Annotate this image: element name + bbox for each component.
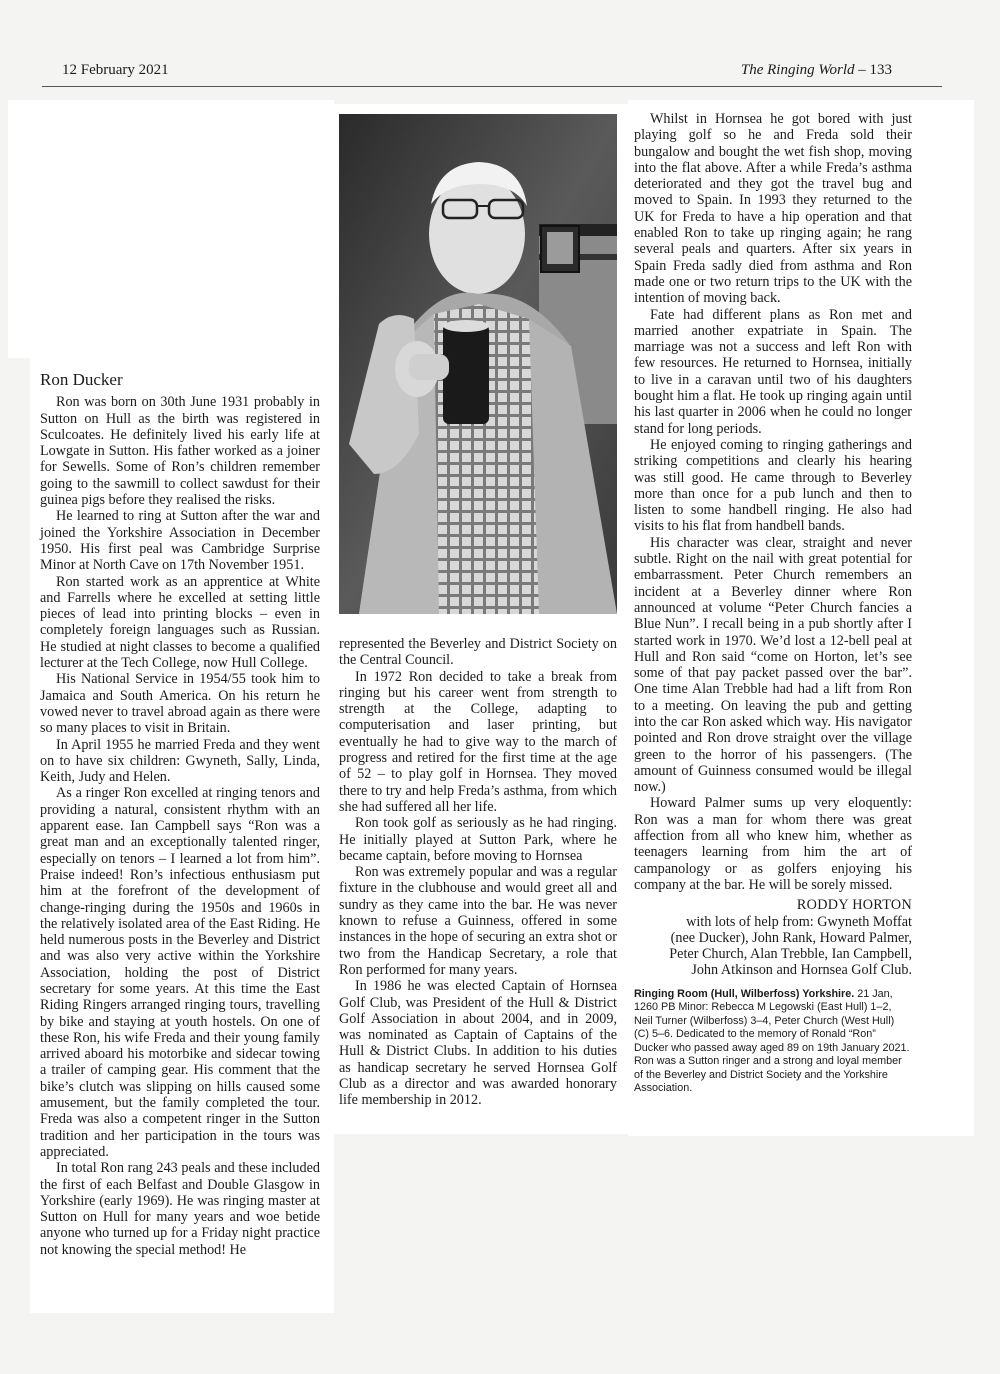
article-paragraph: Howard Palmer sums up very eloquently: Ron was a man for whom there was great affection from all who knew him, whether as teenagers learning from him the art of campanology or as golfers enjoying his company at the bar. He will be sorely missed. (634, 795, 912, 893)
peal-notice (634, 988, 912, 1096)
article-paragraph: In total Ron rang 243 peals and these included the first of each Belfast and Double Glasgow in Yorkshire (early 1969). He was ringing master at Sutton on Hull for many years and woe betide anyone who turned up for a Friday night practice not knowing the special method! He (40, 1160, 320, 1258)
article-title: Ron Ducker (40, 370, 123, 389)
header-rule (42, 86, 942, 87)
article-paragraph: In April 1955 he married Freda and they went on to have six children: Gwyneth, Sally, Linda, Keith, Judy and Helen. (40, 736, 320, 786)
article-paragraph: As a ringer Ron excelled at ringing tenors and providing a natural, consistent rhythm with an apparent ease. Ian Campbell says “Ron was a great man and an exceptionally talented ringer, especially on tenors – I learned a lot from him”. Praise indeed! Ron’s infectious enthusiasm put him at the forefront of the development of change-ringing during the 1950s and 1960s in the relatively isolated area of the East Riding. He held numerous posts in the Beverley and District and was also very active within the Yorkshire Association, holding the post of District secretary for some years. At this time the East Riding Ringers arranged ringing tours, travelling by bike and staying at youth hostels. On one of these Ron, his wife Freda and their young family arrived aboard his motorbike and sidecar towing a trailer of camping gear. His comment that the bike’s clutch was slipping on hills caused some amusement, but the family completed the tour. Freda was also a competent ringer in the Sutton tradition and her participation in the tours was appreciated. (40, 785, 320, 1160)
author-byline: RODDY HORTON (796, 897, 912, 914)
article-paragraph: He enjoyed coming to ringing gatherings and striking competitions and clearly his hearing was still good. He came through to Beverley more than once for a pub lunch and then to listen to some handbell ringing. He also had visits to his flat from handbell bands. (634, 436, 912, 535)
issue-date: 12 February 2021 (62, 62, 169, 78)
article-column-1 (40, 372, 320, 1258)
article-paragraph: Ron was born on 30th June 1931 probably in Sutton on Hull as the birth was registered in Sculcoates. He definitely lived his early life at Lowgate in Sutton. His father worked as a joiner for Sewells. Some of Ron’s children remember going to the sawmill to collect sawdust for their guinea pigs before they realised the risks. (40, 394, 320, 509)
publication-page (741, 62, 892, 79)
article-paragraph: He learned to ring at Sutton after the war and joined the Yorkshire Association in December 1950. His first peal was Cambridge Surprise Minor at North Cave on 17th November 1951. (40, 508, 320, 574)
page-number: – 133 (854, 62, 892, 78)
article-paragraph: Ron was extremely popular and was a regular fixture in the clubhouse and would greet all and sundry as they came into the bar. He was never known to refuse a Guinness, offered in some instances in the hope of securing an extra shot or two from the Handicap Secretary, a role that Ron performed for many years. (339, 864, 617, 978)
article-paragraph: In 1972 Ron decided to take a break from ringing but his career went from strength to strength at the College, adapting to computerisation and laser printing, but eventually he had to give way to the march of progress and retired for the first time at the age of 52 – to play golf in Hornsea. They moved there to try and help Freda’s asthma, from which she had suffered all her life. (339, 668, 617, 815)
article-paragraph: Ron started work as an apprentice at White and Farrells where he excelled at setting little pieces of lead into printing blocks – even in completely foreign languages such as Russian. He studied at night classes to become a qualified lecturer at the Tech College, now Hull College. (40, 573, 320, 672)
article-paragraph: represented the Beverley and District Society on the Central Council. (339, 636, 617, 669)
clipping-col1-top (8, 100, 334, 358)
acknowledgement-line: John Atkinson and Hornsea Golf Club. (691, 962, 912, 979)
page-header (0, 62, 1000, 86)
notice-body: 21 Jan, 1260 PB Minor: Rebecca M Legowski (East Hull) 1–2, Neil Turner (Wilberfoss) 3–4, Peter Church (West Hull) (C) 5–6. Dedicated to the memory of Ronald “Ron” Ducker who passed away aged 89 on 19th January 2021. Ron was a Sutton ringer and a strong and loyal member of the Beverley and District Society and the Yorkshire Association. (634, 987, 910, 1095)
article-paragraph: In 1986 he was elected Captain of Hornsea Golf Club, was President of the Hull & District Golf Association in about 2004, and in 2009, was nominated as Captain of Captains of the Hull & District Clubs. In addition to his duties as handicap secretary he served Hornsea Golf Club as a director and was awarded honorary life membership in 2012. (339, 978, 617, 1109)
acknowledgement-line: Peter Church, Alan Trebble, Ian Campbell, (669, 946, 912, 963)
portrait-illustration (339, 114, 617, 614)
article-column-2 (339, 636, 617, 1109)
acknowledgement-line: (nee Ducker), John Rank, Howard Palmer, (670, 929, 912, 946)
acknowledgement-line: with lots of help from: Gwyneth Moffat (686, 913, 912, 930)
article-paragraph: Fate had different plans as Ron met and married another expatriate in Spain. The marriage was not a success and left Ron with few resources. He returned to Hornsea, initially to live in a caravan until two of his daughters bought him a flat. He took up ringing again until his last quarter in 2006 when he could no longer stand for long periods. (634, 306, 912, 437)
article-paragraph: His character was clear, straight and never subtle. Right on the nail with great potential for embarrassment. Peter Church remembers an incident at a Beverley dinner where Ron announced at volume “Peter Church fancies a Blue Nun”. I recall being in a pub shortly after I started work in 1970. We’d lost a 12-bell peal at Hull and Ron said “come on Horton, let’s see some of that pay packet passed over the bar”. One time Alan Trebble had had a lift from Ron to a meeting. On leaving the pub and getting into the car Ron asked which way. His navigator pointed and Ron drove straight over the village green to the horror of his passengers. (The amount of Guinness consumed would be illegal now.) (634, 534, 912, 796)
portrait-photo (339, 114, 617, 614)
notice-heading: Ringing Room (Hull, Wilberfoss) Yorkshire. (634, 987, 855, 1000)
article-paragraph: Ron took golf as seriously as he had ringing. He initially played at Sutton Park, where he became captain, before moving to Hornsea (339, 815, 617, 864)
article-column-3 (634, 111, 912, 1096)
article-paragraph: His National Service in 1954/55 took him to Jamaica and South America. On his return he vowed never to travel abroad again as there were so many places to visit in Britain. (40, 671, 320, 737)
acknowledgements (634, 914, 912, 979)
publication-name: The Ringing World (740, 62, 855, 78)
article-paragraph: Whilst in Hornsea he got bored with just playing golf so he and Freda sold their bungalow and bought the wet fish shop, moving into the flat above. After a while Freda’s asthma deteriorated and they got the travel bug and moved to Spain. In 1993 they returned to the UK for Freda to have a hip operation and that enabled Ron to take up ringing again; he rang several peals and quarters. After six years in Spain Freda sadly died from asthma and Ron made one or two return trips to the UK with the intention of moving back. (634, 111, 912, 307)
